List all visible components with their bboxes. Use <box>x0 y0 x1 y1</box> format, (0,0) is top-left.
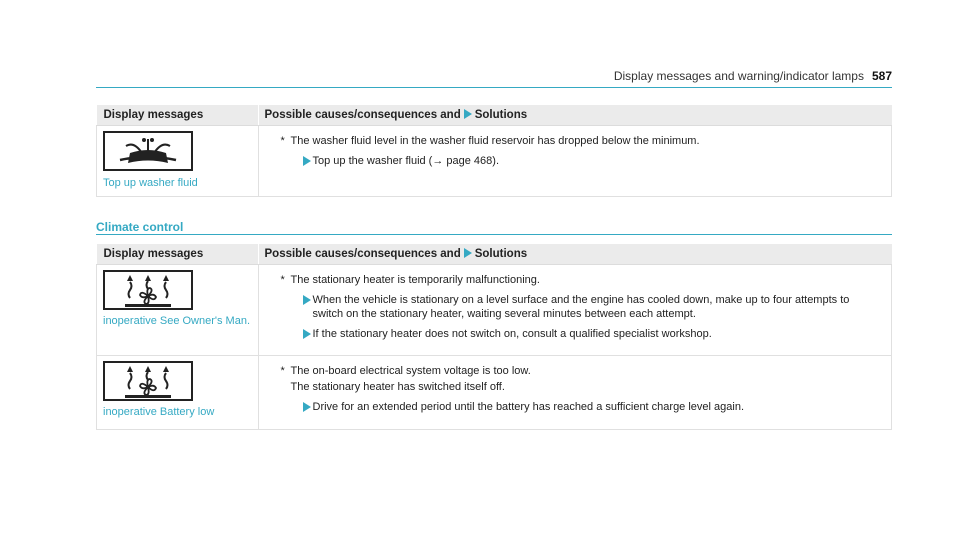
step-arrow-icon <box>303 295 311 305</box>
page-number: 587 <box>871 69 892 83</box>
step-arrow-icon <box>303 156 311 166</box>
message-text: Top up washer fluid <box>103 177 198 189</box>
display-messages-table-1 <box>96 105 892 197</box>
column-header-causes-solutions <box>258 105 892 126</box>
solution-cell <box>258 356 892 430</box>
column-header-causes-label: Possible causes/consequences and <box>264 109 461 121</box>
column-header-display-messages: Display messages <box>97 105 259 126</box>
column-header-solutions-label: Solutions <box>474 248 528 260</box>
solution-step: When the vehicle is stationary on a level surface and the engine has cooled down, make up to four attempts to switch on the stationary heater, waiting several minutes between each attempt. <box>275 293 880 321</box>
asterisk-marker: * <box>280 274 285 286</box>
washer-fluid-icon <box>103 131 193 171</box>
table-row <box>97 356 892 430</box>
column-header-display-messages: Display messages <box>97 244 259 265</box>
solution-step: Drive for an extended period until the battery has reached a sufficient charge level again. <box>275 400 880 414</box>
asterisk-marker: * <box>280 135 285 147</box>
header-title: Display messages and warning/indicator lamps <box>613 69 864 83</box>
message-text: inoperative Battery low <box>103 406 215 418</box>
asterisk-marker: * <box>280 365 285 377</box>
table-row <box>97 265 892 356</box>
display-messages-table-2 <box>96 244 892 430</box>
message-text: inoperative See Owner's Man. <box>103 315 251 327</box>
solution-cell <box>258 126 892 197</box>
solution-step: Top up the washer fluid (→ page 468). <box>275 154 880 168</box>
message-cell <box>97 356 259 430</box>
message-cell <box>97 265 259 356</box>
cause-text: * The stationary heater is temporarily malfunctioning. <box>280 274 540 286</box>
table-row <box>97 126 892 197</box>
solution-arrow-icon <box>464 248 472 258</box>
cause-text: * The on-board electrical system voltage is too low. <box>280 365 531 377</box>
column-header-solutions-label: Solutions <box>474 109 528 121</box>
table-header-row <box>97 105 892 126</box>
cause-continuation-text: The stationary heater has switched itself off. <box>290 381 505 393</box>
solution-step: If the stationary heater does not switch on, consult a qualified specialist workshop. <box>275 327 880 341</box>
column-header-causes-solutions <box>258 244 892 265</box>
cause-text: * The washer fluid level in the washer fluid reservoir has dropped below the minimum. <box>280 135 700 147</box>
solution-arrow-icon <box>464 109 472 119</box>
stationary-heater-icon <box>103 361 193 401</box>
solution-cell <box>258 265 892 356</box>
header-rule <box>96 87 892 88</box>
table-header-row <box>97 244 892 265</box>
column-header-causes-label: Possible causes/consequences and <box>264 248 461 260</box>
section-rule <box>96 234 892 235</box>
section-title: Climate control <box>96 220 184 234</box>
step-arrow-icon <box>303 402 311 412</box>
message-cell <box>97 126 259 197</box>
step-arrow-icon <box>303 329 311 339</box>
stationary-heater-icon <box>103 270 193 310</box>
page-header <box>614 69 892 83</box>
